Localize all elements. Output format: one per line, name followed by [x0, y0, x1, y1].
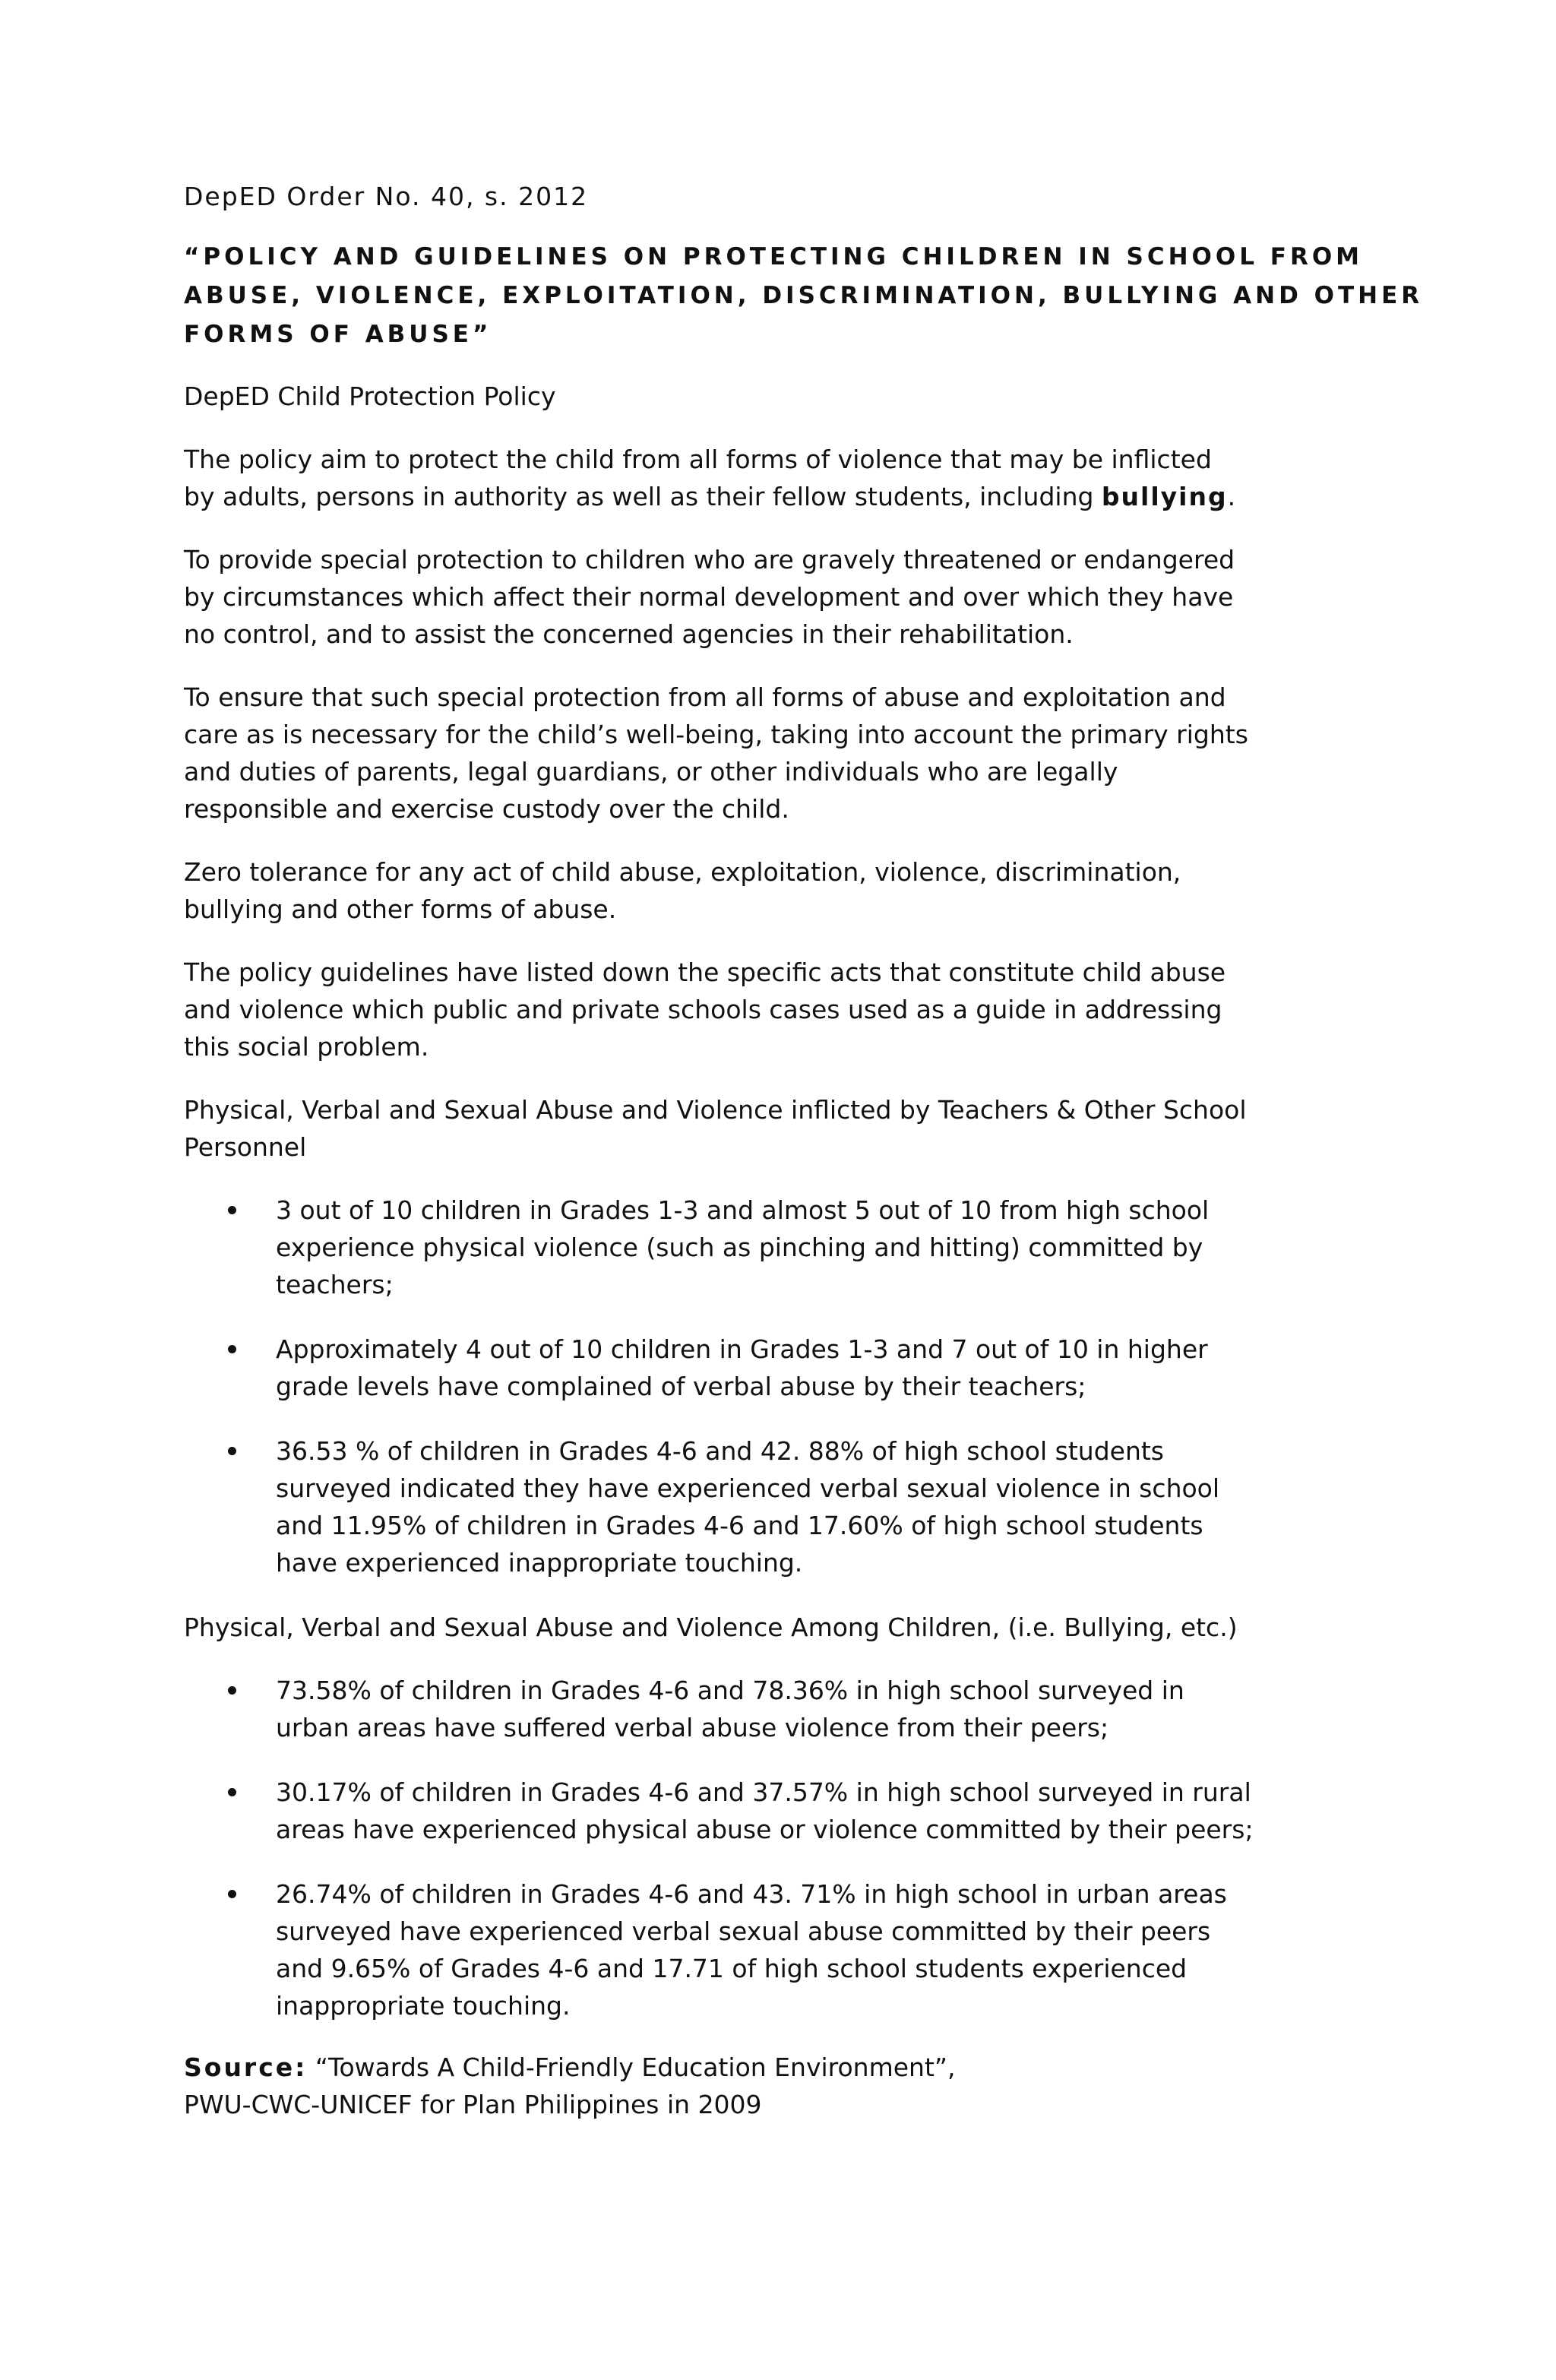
- list-item: [184, 1875, 1369, 2024]
- ensure-paragraph: [184, 679, 1369, 828]
- list-item-line: 30.17% of children in Grades 4-6 and 37.57% in high school surveyed in rural: [276, 1777, 1251, 1807]
- list-item-line: Approximately 4 out of 10 children in Grades 1-3 and 7 out of 10 in higher: [276, 1334, 1208, 1364]
- list-item-line: grade levels have complained of verbal abuse by their teachers;: [276, 1372, 1086, 1401]
- list-item-line: 36.53 % of children in Grades 4-6 and 42. 88% of high school students: [276, 1436, 1165, 1466]
- list-item-line: 26.74% of children in Grades 4-6 and 43. 71% in high school in urban areas: [276, 1879, 1227, 1909]
- paragraph-line: by circumstances which affect their normal development and over which they have: [184, 582, 1234, 612]
- list-item: [184, 1774, 1369, 1848]
- intro-line: The policy aim to protect the child from all forms of violence that may be inflicted: [184, 445, 1212, 474]
- source-title: “Towards A Child-Friendly Education Environment”,: [307, 2052, 956, 2082]
- list-item-line: 73.58% of children in Grades 4-6 and 78.36% in high school surveyed in: [276, 1676, 1184, 1705]
- bullet-icon: [228, 1345, 236, 1353]
- list-item: [184, 1331, 1369, 1405]
- list-item-line: urban areas have suffered verbal abuse violence from their peers;: [276, 1713, 1109, 1742]
- policy-title-line: ABUSE, VIOLENCE, EXPLOITATION, DISCRIMINATION, BULLYING AND OTHER: [184, 282, 1424, 309]
- heading-line: Personnel: [184, 1132, 307, 1162]
- intro-line-end: .: [1227, 482, 1236, 511]
- policy-title-line: “POLICY AND GUIDELINES ON PROTECTING CHILDREN IN SCHOOL FROM: [184, 243, 1364, 271]
- list-item-line: surveyed indicated they have experienced verbal sexual violence in school: [276, 1473, 1220, 1503]
- heading-line: Physical, Verbal and Sexual Abuse and Violence inflicted by Teachers & Other School: [184, 1095, 1247, 1125]
- order-number: DepED Order No. 40, s. 2012: [184, 182, 589, 211]
- guidelines-paragraph: [184, 954, 1369, 1065]
- list-item-line: 3 out of 10 children in Grades 1-3 and almost 5 out of 10 from high school: [276, 1195, 1210, 1225]
- policy-subtitle: DepED Child Protection Policy: [184, 381, 556, 411]
- paragraph-line: bullying and other forms of abuse.: [184, 894, 617, 924]
- paragraph-line: The policy guidelines have listed down the specific acts that constitute child abuse: [184, 957, 1226, 987]
- paragraph-line: care as is necessary for the child’s well-being, taking into account the primary rights: [184, 720, 1248, 749]
- list-item: [184, 1192, 1369, 1303]
- zero-tolerance-paragraph: [184, 853, 1369, 928]
- teacher-statistics-list: [184, 1192, 1369, 1581]
- policy-title-line: FORMS OF ABUSE”: [184, 321, 492, 348]
- paragraph-line: and violence which public and private schools cases used as a guide in addressing: [184, 995, 1222, 1024]
- bullet-icon: [228, 1686, 236, 1695]
- paragraph-line: Zero tolerance for any act of child abuse, exploitation, violence, discrimination,: [184, 857, 1181, 887]
- list-item-line: experience physical violence (such as pinching and hitting) committed by: [276, 1233, 1203, 1262]
- source-label: Source:: [184, 2052, 308, 2082]
- policy-title: [184, 238, 1424, 354]
- paragraph-line: responsible and exercise custody over the child.: [184, 794, 789, 824]
- document-body: [184, 179, 1424, 2123]
- source-publisher: PWU-CWC-UNICEF for Plan Philippines in 2009: [184, 2090, 762, 2119]
- special-protection-paragraph: [184, 541, 1369, 653]
- children-section-heading: Physical, Verbal and Sexual Abuse and Violence Among Children, (i.e. Bullying, etc.): [184, 1613, 1238, 1642]
- paragraph-line: this social problem.: [184, 1032, 429, 1062]
- list-item-line: surveyed have experienced verbal sexual abuse committed by their peers: [276, 1916, 1211, 1946]
- teachers-section-heading: [184, 1091, 1369, 1166]
- list-item-line: inappropriate touching.: [276, 1991, 571, 2021]
- paragraph-line: To ensure that such special protection from all forms of abuse and exploitation and: [184, 682, 1226, 712]
- paragraph-line: To provide special protection to children who are gravely threatened or endangered: [184, 545, 1235, 574]
- list-item: [184, 1432, 1369, 1581]
- list-item: [184, 1672, 1369, 1746]
- bullet-icon: [228, 1890, 236, 1898]
- list-item-line: and 9.65% of Grades 4-6 and 17.71 of high school students experienced: [276, 1954, 1188, 1983]
- list-item-line: and 11.95% of children in Grades 4-6 and 17.60% of high school students: [276, 1511, 1203, 1540]
- bullet-icon: [228, 1788, 236, 1796]
- paragraph-line: no control, and to assist the concerned agencies in their rehabilitation.: [184, 619, 1074, 649]
- source-citation: [184, 2049, 1369, 2123]
- bullet-icon: [228, 1206, 236, 1214]
- bullet-icon: [228, 1447, 236, 1455]
- list-item-line: areas have experienced physical abuse or violence committed by their peers;: [276, 1815, 1254, 1844]
- list-item-line: teachers;: [276, 1270, 394, 1299]
- bullying-emphasis: bullying: [1101, 482, 1228, 511]
- intro-paragraph: [184, 441, 1369, 515]
- paragraph-line: and duties of parents, legal guardians, or other individuals who are legally: [184, 757, 1118, 786]
- list-item-line: have experienced inappropriate touching.: [276, 1548, 803, 1578]
- children-statistics-list: [184, 1672, 1369, 2024]
- intro-line: by adults, persons in authority as well as their fellow students, including: [184, 482, 1102, 511]
